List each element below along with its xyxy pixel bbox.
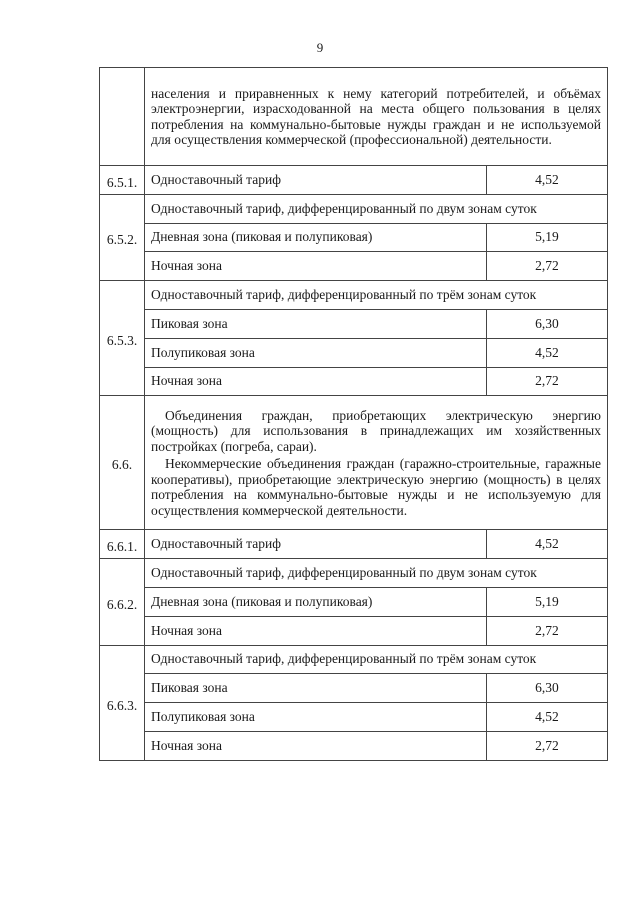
table-row bbox=[100, 703, 608, 732]
row-number: 6.5.2. bbox=[100, 194, 145, 280]
table-row bbox=[100, 367, 608, 396]
zone-label: Ночная зона bbox=[145, 367, 487, 396]
row-number: 6.5.1. bbox=[100, 166, 145, 195]
table-row bbox=[100, 559, 608, 588]
table-row bbox=[100, 587, 608, 616]
zone-label: Дневная зона (пиковая и полупиковая) bbox=[145, 587, 487, 616]
tariff-value: 4,52 bbox=[486, 338, 607, 367]
tariff-label: Одноставочный тариф, дифференцированный по трём зонам суток bbox=[145, 281, 608, 310]
tariff-value: 4,52 bbox=[486, 166, 607, 195]
table-row bbox=[100, 68, 608, 166]
tariff-table bbox=[99, 67, 608, 761]
zone-label: Полупиковая зона bbox=[145, 703, 487, 732]
table-row bbox=[100, 674, 608, 703]
tariff-label: Одноставочный тариф, дифференцированный по двум зонам суток bbox=[145, 559, 608, 588]
tariff-value: 2,72 bbox=[486, 616, 607, 645]
zone-label: Ночная зона bbox=[145, 616, 487, 645]
tariff-value: 6,30 bbox=[486, 309, 607, 338]
table-row bbox=[100, 166, 608, 195]
tariff-value: 2,72 bbox=[486, 252, 607, 281]
tariff-value: 5,19 bbox=[486, 587, 607, 616]
zone-label: Дневная зона (пиковая и полупиковая) bbox=[145, 223, 487, 252]
row-number: 6.5.3. bbox=[100, 281, 145, 396]
table-row bbox=[100, 645, 608, 674]
section-paragraph: Некоммерческие объединения граждан (гаражно-строительные, гаражные кооперативы), приобретающие электрическую энергию (мощность) в целях потребления на коммунально-бытовые нужды и не используемую для осуществления коммерческой деятельности. bbox=[151, 456, 601, 518]
row-number: 6.6.1. bbox=[100, 530, 145, 559]
zone-label: Пиковая зона bbox=[145, 309, 487, 338]
row-number: 6.6.2. bbox=[100, 559, 145, 645]
tariff-value: 4,52 bbox=[486, 703, 607, 732]
zone-label: Ночная зона bbox=[145, 731, 487, 760]
zone-label: Полупиковая зона bbox=[145, 338, 487, 367]
tariff-label: Одноставочный тариф, дифференцированный по двум зонам суток bbox=[145, 194, 608, 223]
row-number: 6.6.3. bbox=[100, 645, 145, 760]
tariff-value: 5,19 bbox=[486, 223, 607, 252]
tariff-value: 2,72 bbox=[486, 367, 607, 396]
table-row bbox=[100, 396, 608, 530]
page-number: 9 bbox=[316, 40, 324, 55]
tariff-value: 6,30 bbox=[486, 674, 607, 703]
tariff-label: Одноставочный тариф bbox=[145, 530, 487, 559]
section-paragraph: Объединения граждан, приобретающих электрическую энергию (мощность) для использования в принадлежащих им хозяйственных постройках (погреба, сараи). bbox=[151, 407, 601, 454]
table-row bbox=[100, 281, 608, 310]
continuation-text: населения и приравненных к нему категорий потребителей, и объёмах электроэнергии, израсходованной на места общего пользования в целях потребления на коммунально-бытовые нужды граждан и не используемой для осуществления коммерческой (профессиональной) деятельности. bbox=[151, 85, 601, 147]
tariff-value: 2,72 bbox=[486, 731, 607, 760]
table-row bbox=[100, 223, 608, 252]
table-row bbox=[100, 530, 608, 559]
table-row bbox=[100, 731, 608, 760]
zone-label: Ночная зона bbox=[145, 252, 487, 281]
zone-label: Пиковая зона bbox=[145, 674, 487, 703]
table-row bbox=[100, 338, 608, 367]
tariff-label: Одноставочный тариф, дифференцированный по трём зонам суток bbox=[145, 645, 608, 674]
table-row bbox=[100, 194, 608, 223]
tariff-value: 4,52 bbox=[486, 530, 607, 559]
table-row bbox=[100, 616, 608, 645]
row-number: 6.6. bbox=[100, 396, 145, 530]
table-row bbox=[100, 309, 608, 338]
table-row bbox=[100, 252, 608, 281]
tariff-label: Одноставочный тариф bbox=[145, 166, 487, 195]
